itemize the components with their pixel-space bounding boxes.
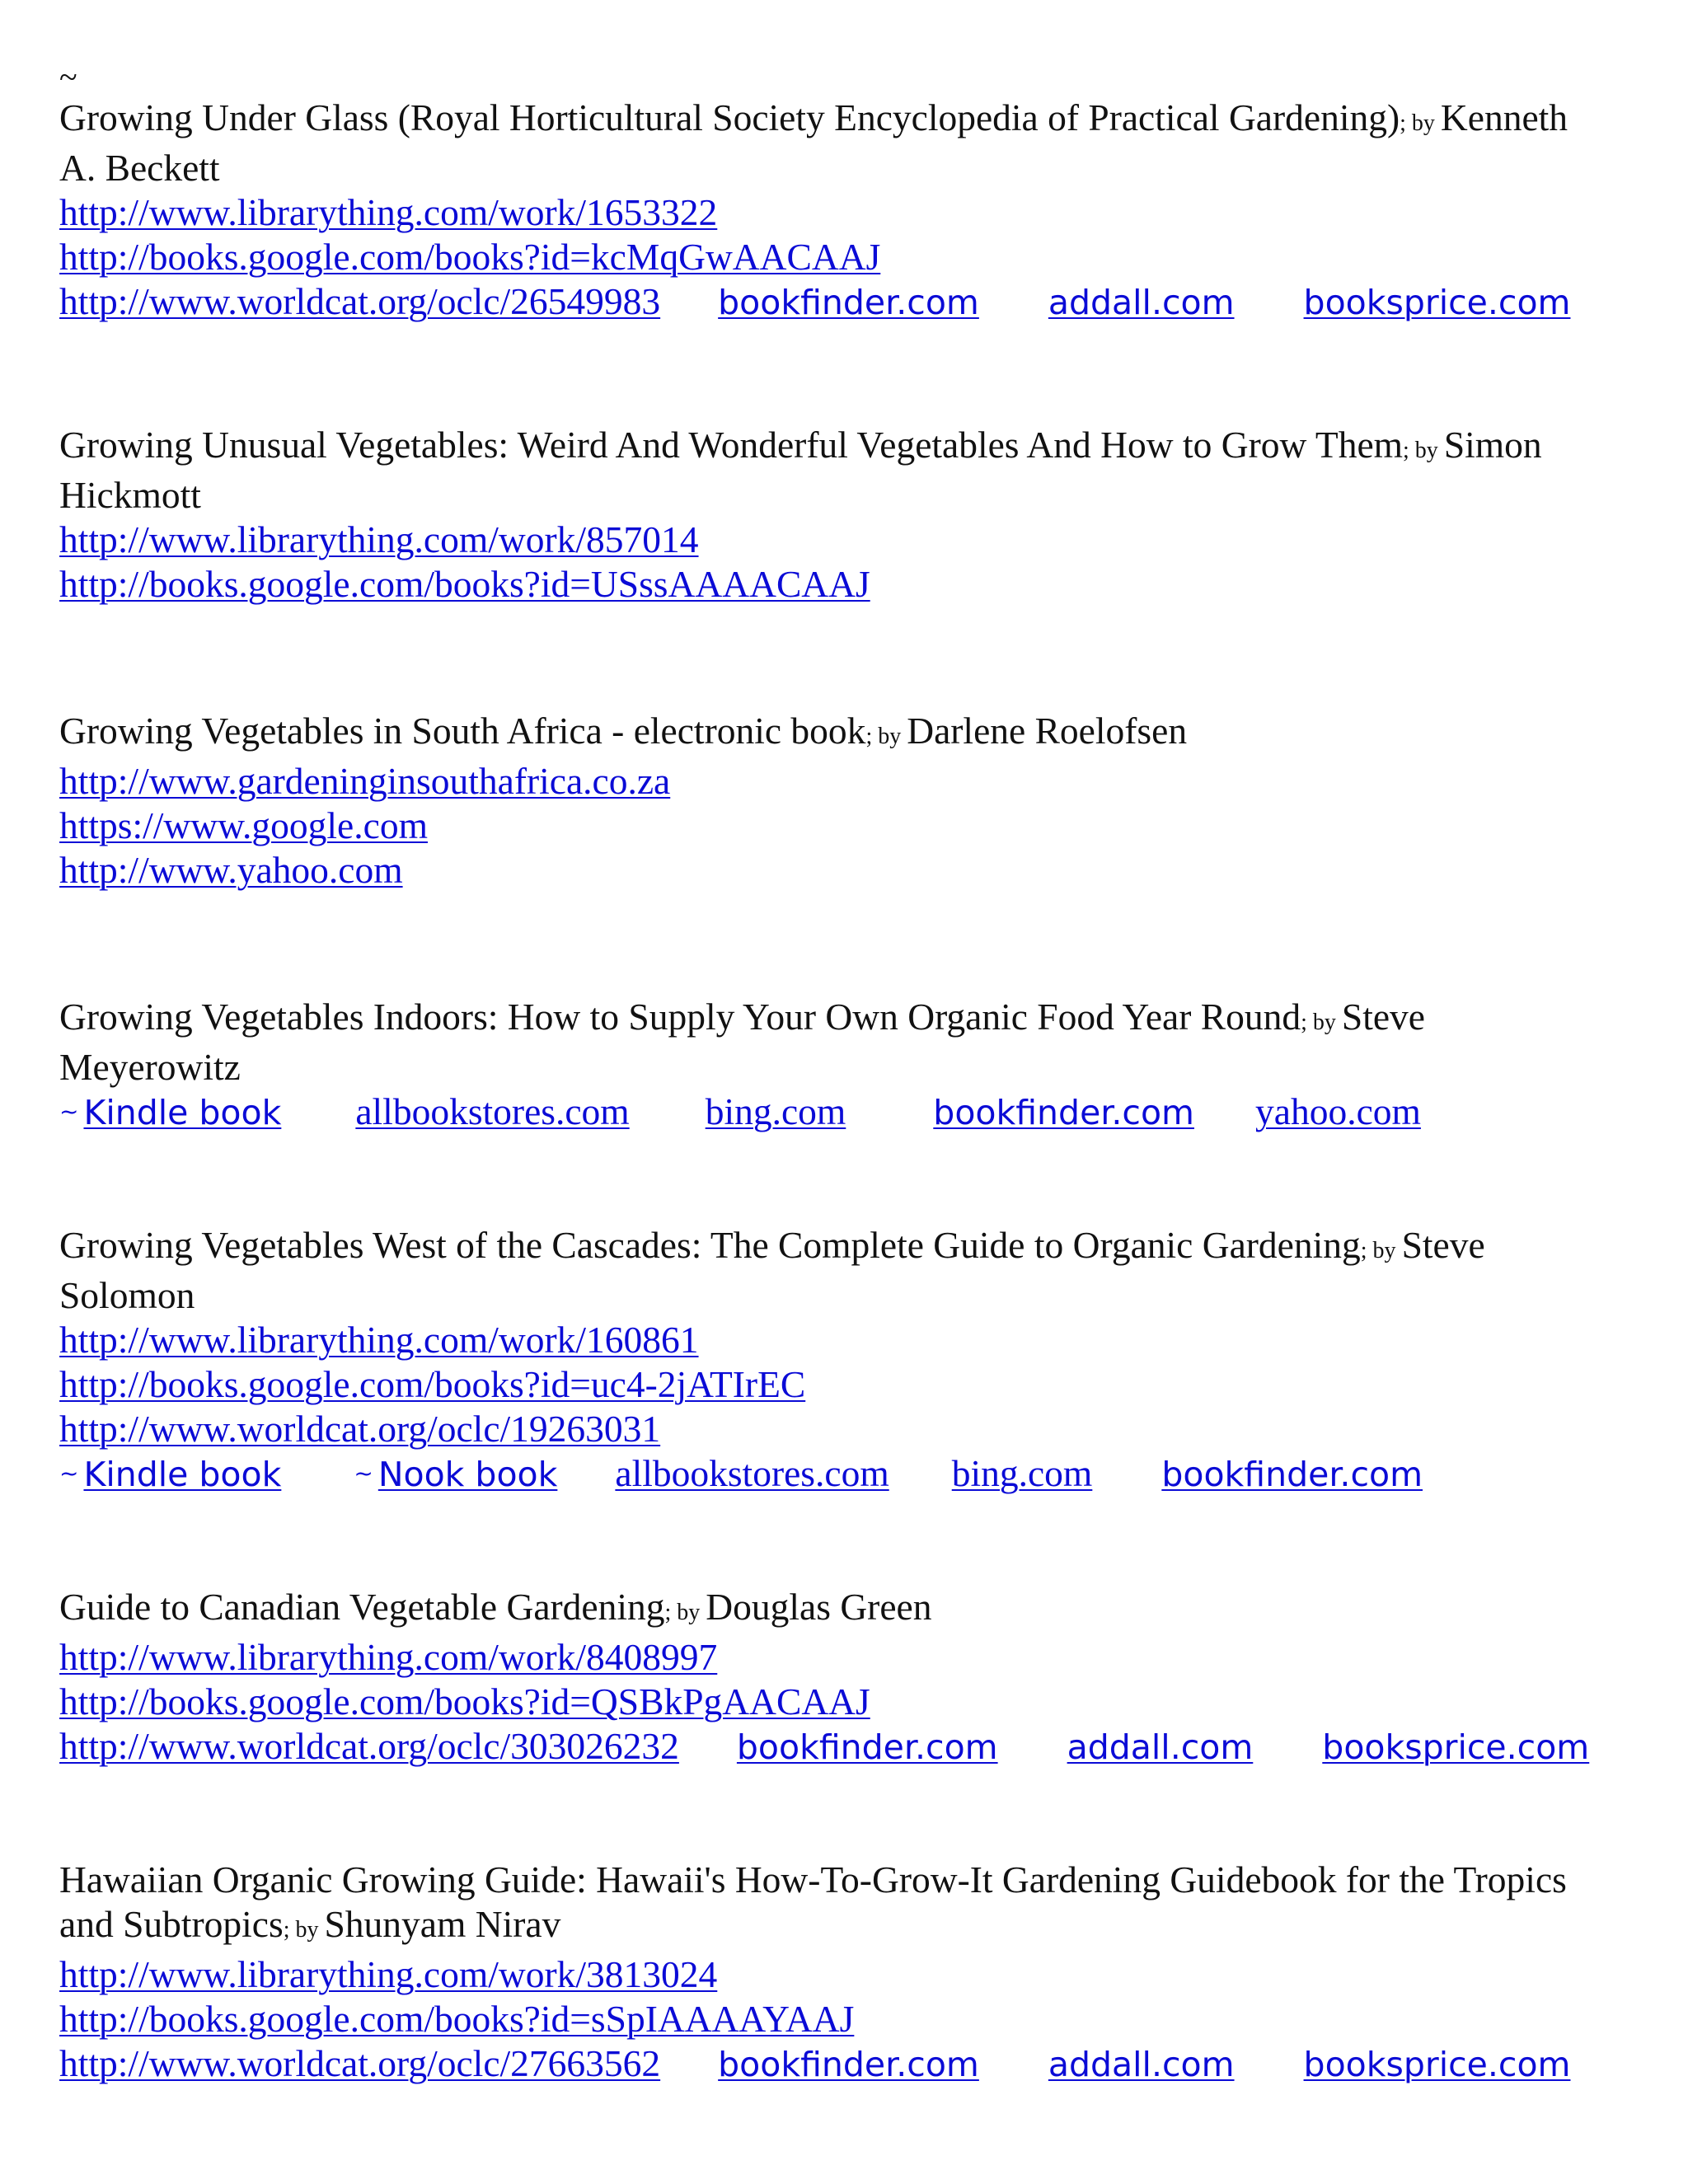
tilde-marker: ~ [354,1460,373,1487]
book-author: Douglas Green [706,1586,932,1628]
book-title: Growing Vegetables West of the Cascades: The Complete Guide to Organic Gardening [59,1224,1361,1266]
tilde-marker: ~ [59,1460,79,1487]
book-title: Guide to Canadian Vegetable Gardening [59,1586,665,1628]
librarything-link[interactable]: http://www.librarything.com/work/857014 [59,518,699,560]
worldcat-link[interactable]: http://www.worldcat.org/oclc/27663562 [59,2042,661,2084]
by-label: ; by [1360,1238,1402,1263]
google-books-link[interactable]: http://books.google.com/books?id=USssAAAACAAJ [59,563,870,605]
google-link[interactable]: https://www.google.com [59,804,428,846]
allbookstores-link[interactable]: allbookstores.com [615,1452,889,1494]
yahoo-link[interactable]: yahoo.com [1255,1090,1421,1132]
book-title: Hawaiian Organic Growing Guide: Hawaii's How-To-Grow-It Gardening Guidebook for the Tropics [59,1858,1567,1900]
book-author: Shunyam Nirav [324,1903,561,1945]
google-books-link[interactable]: http://books.google.com/books?id=kcMqGwAACAAJ [59,236,881,278]
google-books-link[interactable]: http://books.google.com/books?id=QSBkPgAACAAJ [59,1680,870,1722]
book-author: Steve [1401,1224,1485,1266]
book-entry [59,995,1642,1134]
worldcat-link[interactable]: http://www.worldcat.org/oclc/19263031 [59,1408,661,1450]
addall-link[interactable]: addall.com [1067,1727,1254,1767]
book-author: Steve [1341,996,1425,1038]
tilde-marker: ~ [59,1098,79,1125]
bookfinder-link[interactable]: bookfinder.com [736,1727,998,1767]
book-entry [59,1858,1642,2086]
by-label: ; by [1301,1010,1342,1035]
google-books-link[interactable]: http://books.google.com/books?id=sSpIAAAAYAAJ [59,1998,855,2040]
nook-book-link[interactable]: Nook book [377,1455,558,1494]
bookfinder-link[interactable]: bookfinder.com [718,283,979,322]
by-label: ; by [865,724,907,749]
kindle-book-link[interactable]: Kindle book [83,1093,282,1132]
by-label: ; by [1400,110,1441,136]
book-entry [59,96,1642,324]
bing-link[interactable]: bing.com [705,1090,846,1132]
bookfinder-link[interactable]: bookfinder.com [933,1093,1194,1132]
addall-link[interactable]: addall.com [1048,2045,1235,2084]
book-title: Growing Under Glass (Royal Horticultural Society Encyclopedia of Practical Gardening) [59,96,1400,138]
allbookstores-link[interactable]: allbookstores.com [355,1090,630,1132]
librarything-link[interactable]: http://www.librarything.com/work/1653322 [59,191,718,233]
book-title-cont: and Subtropics [59,1903,284,1945]
librarything-link[interactable]: http://www.librarything.com/work/160861 [59,1319,699,1361]
bookfinder-link[interactable]: bookfinder.com [1161,1455,1423,1494]
by-label: ; by [283,1917,325,1943]
book-author-cont: A. Beckett [59,147,220,189]
book-entry [59,1585,1642,1769]
book-author: Simon [1443,424,1542,466]
kindle-book-link[interactable]: Kindle book [83,1455,282,1494]
book-entry [59,423,1642,607]
book-entry [59,1223,1642,1496]
book-title: Growing Unusual Vegetables: Weird And Wonderful Vegetables And How to Grow Them [59,424,1404,466]
book-author-cont: Meyerowitz [59,1046,241,1088]
book-author-cont: Hickmott [59,474,201,516]
book-author: Kenneth [1440,96,1568,138]
document-page [59,59,1642,2086]
worldcat-link[interactable]: http://www.worldcat.org/oclc/26549983 [59,280,661,322]
leading-tilde: ~ [59,59,77,96]
booksprice-link[interactable]: booksprice.com [1303,283,1571,322]
yahoo-link[interactable]: http://www.yahoo.com [59,849,403,891]
book-title: Growing Vegetables in South Africa - electronic book [59,710,866,752]
book-author: Darlene Roelofsen [907,710,1188,752]
book-entry [59,709,1642,893]
book-author-cont: Solomon [59,1274,195,1316]
booksprice-link[interactable]: booksprice.com [1303,2045,1571,2084]
librarything-link[interactable]: http://www.librarything.com/work/3813024 [59,1953,718,1995]
google-books-link[interactable]: http://books.google.com/books?id=uc4-2jATIrEC [59,1363,806,1405]
bookfinder-link[interactable]: bookfinder.com [718,2045,979,2084]
addall-link[interactable]: addall.com [1048,283,1235,322]
librarything-link[interactable]: http://www.librarything.com/work/8408997 [59,1636,718,1678]
worldcat-link[interactable]: http://www.worldcat.org/oclc/303026232 [59,1725,679,1767]
book-title: Growing Vegetables Indoors: How to Supply Your Own Organic Food Year Round [59,996,1301,1038]
booksprice-link[interactable]: booksprice.com [1322,1727,1590,1767]
bing-link[interactable]: bing.com [951,1452,1093,1494]
gardening-sa-link[interactable]: http://www.gardeninginsouthafrica.co.za [59,760,671,802]
by-label: ; by [664,1600,706,1625]
by-label: ; by [1403,438,1444,463]
